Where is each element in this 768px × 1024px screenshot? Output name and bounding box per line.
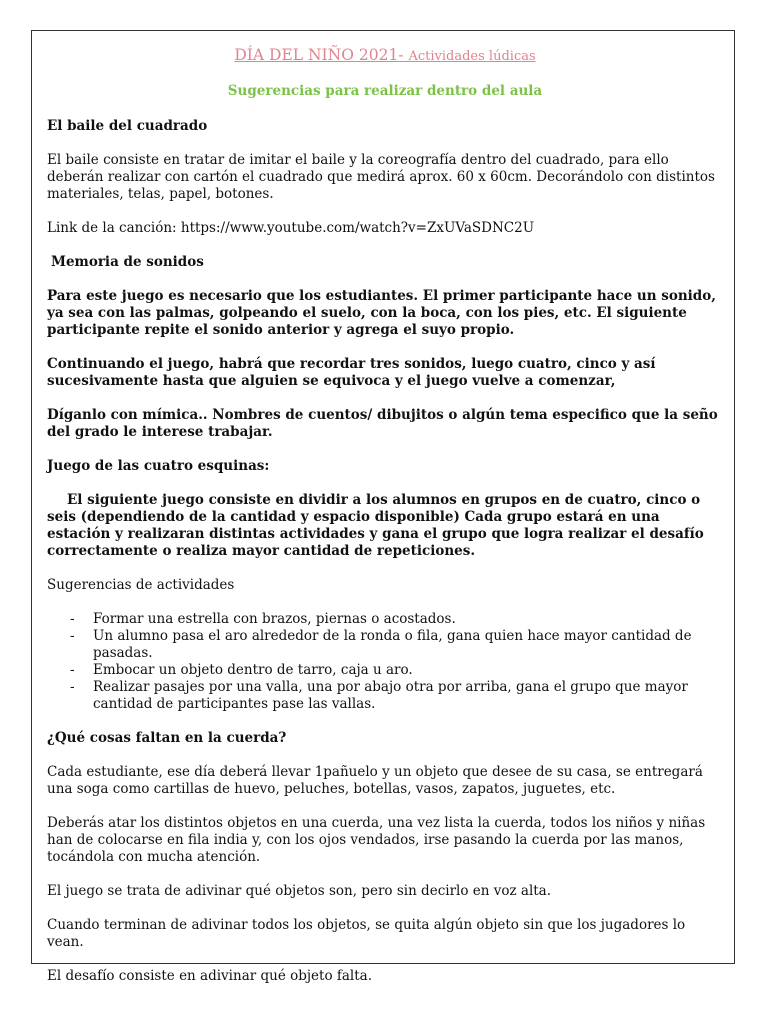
heading-baile: El baile del cuadrado xyxy=(47,118,208,134)
bullet-dash: - xyxy=(70,628,75,644)
paragraph-cuerda-1: Cada estudiante, ese día deberá llevar 1pañuelo y un objeto que desee de su casa, se entregará una soga como cartillas de huevo, peluches, botellas, vasos, zapatos, juguetes, etc. xyxy=(47,764,703,797)
bullet-dash: - xyxy=(70,611,75,627)
paragraph-cuerda-2: Deberás atar los distintos objetos en una cuerda, una vez lista la cuerda, todos los niños y niñas han de colocarse en fila india y, con los ojos vendados, irse pasando la cuerda por las manos, tocándola con mucha atención. xyxy=(47,815,706,865)
heading-esquinas: Juego de las cuatro esquinas: xyxy=(47,458,270,474)
paragraph-cuerda-3: El juego se trata de adivinar qué objetos son, pero sin decirlo en voz alta. xyxy=(47,883,552,899)
list-item-text: Un alumno pasa el aro alrededor de la ronda o fila, gana quien hace mayor cantidad de pasadas. xyxy=(93,628,692,661)
paragraph-mimica: Díganlo con mímica.. Nombres de cuentos/ dibujitos o algún tema especifico que la seño del grado le interese trabajar. xyxy=(47,407,718,440)
document-page xyxy=(31,30,735,984)
bullet-dash: - xyxy=(70,679,75,695)
paragraph-cuerda-5: El desafío consiste en adivinar qué objeto falta. xyxy=(47,968,373,984)
list-item xyxy=(70,611,723,628)
paragraph-memoria-2: Continuando el juego, habrá que recordar tres sonidos, luego cuatro, cinco y así sucesivamente hasta que alguien se equivoca y el juego vuelve a comenzar, xyxy=(47,356,656,389)
document-content xyxy=(47,45,723,1002)
paragraph-memoria-1: Para este juego es necesario que los estudiantes. El primer participante hace un sonido, ya sea con las palmas, golpeando el suelo, con la boca, con los pies, etc. El siguiente participante repite el sonido anterior y agrega el suyo propio. xyxy=(47,288,716,338)
list-item xyxy=(70,628,723,662)
paragraph-baile: El baile consiste en tratar de imitar el baile y la coreografía dentro del cuadrado, para ello deberán realizar con cartón el cuadrado que medirá aprox. 60 x 60cm. Decorándolo con distintos materiales, telas, papel, botones. xyxy=(47,152,715,202)
list-item-text: Realizar pasajes por una valla, una por abajo otra por arriba, gana el grupo que mayor cantidad de participantes pase las vallas. xyxy=(93,679,688,712)
title-subtitle-small: Actividades lúdicas xyxy=(408,49,536,64)
song-link[interactable]: Link de la canción: https://www.youtube.com/watch?v=ZxUVaSDNC2U xyxy=(47,220,535,236)
list-item xyxy=(70,662,723,679)
heading-memoria: Memoria de sonidos xyxy=(51,254,204,270)
list-item-text: Embocar un objeto dentro de tarro, caja u aro. xyxy=(93,662,413,678)
list-item-text: Formar una estrella con brazos, piernas o acostados. xyxy=(93,611,456,627)
bullet-dash: - xyxy=(70,662,75,678)
document-title xyxy=(47,45,723,67)
paragraph-cuerda-4: Cuando terminan de adivinar todos los objetos, se quita algún objeto sin que los jugadores lo vean. xyxy=(47,917,686,950)
sugerencias-label: Sugerencias de actividades xyxy=(47,577,235,593)
title-main: DÍA DEL NIÑO 2021- xyxy=(234,46,404,64)
activity-list xyxy=(47,611,723,713)
paragraph-esquinas: El siguiente juego consiste en dividir a los alumnos en grupos en de cuatro, cinco o seis (dependiendo de la cantidad y espacio disponible) Cada grupo estará en una estación y realizaran distintas actividades y gana el grupo que logra realizar el desafío correctamente o realiza mayor cantidad de repeticiones. xyxy=(47,492,704,559)
document-subtitle: Sugerencias para realizar dentro del aula xyxy=(227,83,543,99)
heading-cuerda: ¿Qué cosas faltan en la cuerda? xyxy=(47,730,287,746)
list-item xyxy=(70,679,723,713)
